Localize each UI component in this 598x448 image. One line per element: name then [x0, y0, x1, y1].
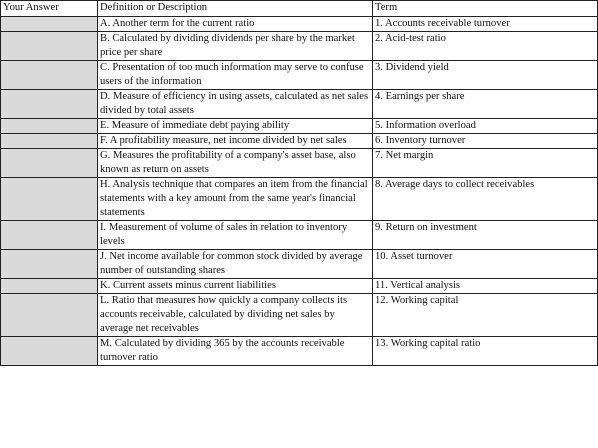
answer-cell[interactable]: [1, 337, 98, 366]
answer-cell[interactable]: [1, 250, 98, 279]
definition-cell: C. Presentation of too much information may serve to confuse users of the information: [98, 61, 373, 90]
table-row: [1, 149, 598, 178]
term-cell: 1. Accounts receivable turnover: [373, 17, 598, 32]
table-row: [1, 337, 598, 366]
header-your-answer: Your Answer: [1, 1, 98, 17]
answer-input[interactable]: [3, 295, 95, 306]
answer-cell[interactable]: [1, 149, 98, 178]
answer-input[interactable]: [3, 62, 95, 73]
term-cell: 10. Asset turnover: [373, 250, 598, 279]
definition-cell: G. Measures the profitability of a company's asset base, also known as return on assets: [98, 149, 373, 178]
definition-cell: M. Calculated by dividing 365 by the accounts receivable turnover ratio: [98, 337, 373, 366]
table-row: [1, 134, 598, 149]
definition-cell: J. Net income available for common stock divided by average number of outstanding shares: [98, 250, 373, 279]
term-cell: 2. Acid-test ratio: [373, 32, 598, 61]
answer-cell[interactable]: [1, 61, 98, 90]
answer-cell[interactable]: [1, 17, 98, 32]
term-cell: 12. Working capital: [373, 294, 598, 337]
term-cell: 9. Return on investment: [373, 221, 598, 250]
term-cell: 7. Net margin: [373, 149, 598, 178]
answer-cell[interactable]: [1, 134, 98, 149]
answer-cell[interactable]: [1, 294, 98, 337]
table-row: [1, 17, 598, 32]
answer-cell[interactable]: [1, 178, 98, 221]
answer-input[interactable]: [3, 33, 95, 44]
definition-cell: L. Ratio that measures how quickly a company collects its accounts receivable, calculated by dividing net sales by average net receivables: [98, 294, 373, 337]
header-definition: Definition or Description: [98, 1, 373, 17]
header-term: Term: [373, 1, 598, 17]
term-cell: 3. Dividend yield: [373, 61, 598, 90]
term-cell: 4. Earnings per share: [373, 90, 598, 119]
definition-cell: I. Measurement of volume of sales in relation to inventory levels: [98, 221, 373, 250]
term-cell: 11. Vertical analysis: [373, 279, 598, 294]
definition-cell: F. A profitability measure, net income divided by net sales: [98, 134, 373, 149]
term-cell: 13. Working capital ratio: [373, 337, 598, 366]
table-row: [1, 61, 598, 90]
answer-input[interactable]: [3, 338, 95, 349]
answer-input[interactable]: [3, 179, 95, 190]
term-cell: 5. Information overload: [373, 119, 598, 134]
term-cell: 8. Average days to collect receivables: [373, 178, 598, 221]
answer-input[interactable]: [3, 135, 95, 146]
definition-cell: E. Measure of immediate debt paying ability: [98, 119, 373, 134]
table-row: [1, 294, 598, 337]
answer-cell[interactable]: [1, 221, 98, 250]
answer-input[interactable]: [3, 251, 95, 262]
table-row: [1, 90, 598, 119]
table-row: [1, 279, 598, 294]
answer-input[interactable]: [3, 91, 95, 102]
answer-input[interactable]: [3, 18, 95, 29]
answer-input[interactable]: [3, 280, 95, 291]
answer-cell[interactable]: [1, 279, 98, 294]
definition-cell: B. Calculated by dividing dividends per share by the market price per share: [98, 32, 373, 61]
header-row: [1, 1, 598, 17]
answer-input[interactable]: [3, 150, 95, 161]
table-row: [1, 32, 598, 61]
definition-cell: K. Current assets minus current liabilities: [98, 279, 373, 294]
answer-cell[interactable]: [1, 119, 98, 134]
table-row: [1, 250, 598, 279]
definition-cell: H. Analysis technique that compares an item from the financial statements with a key amount from the same year's financial statements: [98, 178, 373, 221]
answer-input[interactable]: [3, 120, 95, 131]
definition-cell: D. Measure of efficiency in using assets, calculated as net sales divided by total assets: [98, 90, 373, 119]
table-row: [1, 178, 598, 221]
table-row: [1, 119, 598, 134]
answer-cell[interactable]: [1, 90, 98, 119]
answer-cell[interactable]: [1, 32, 98, 61]
definition-cell: A. Another term for the current ratio: [98, 17, 373, 32]
answer-input[interactable]: [3, 222, 95, 233]
term-cell: 6. Inventory turnover: [373, 134, 598, 149]
table-row: [1, 221, 598, 250]
